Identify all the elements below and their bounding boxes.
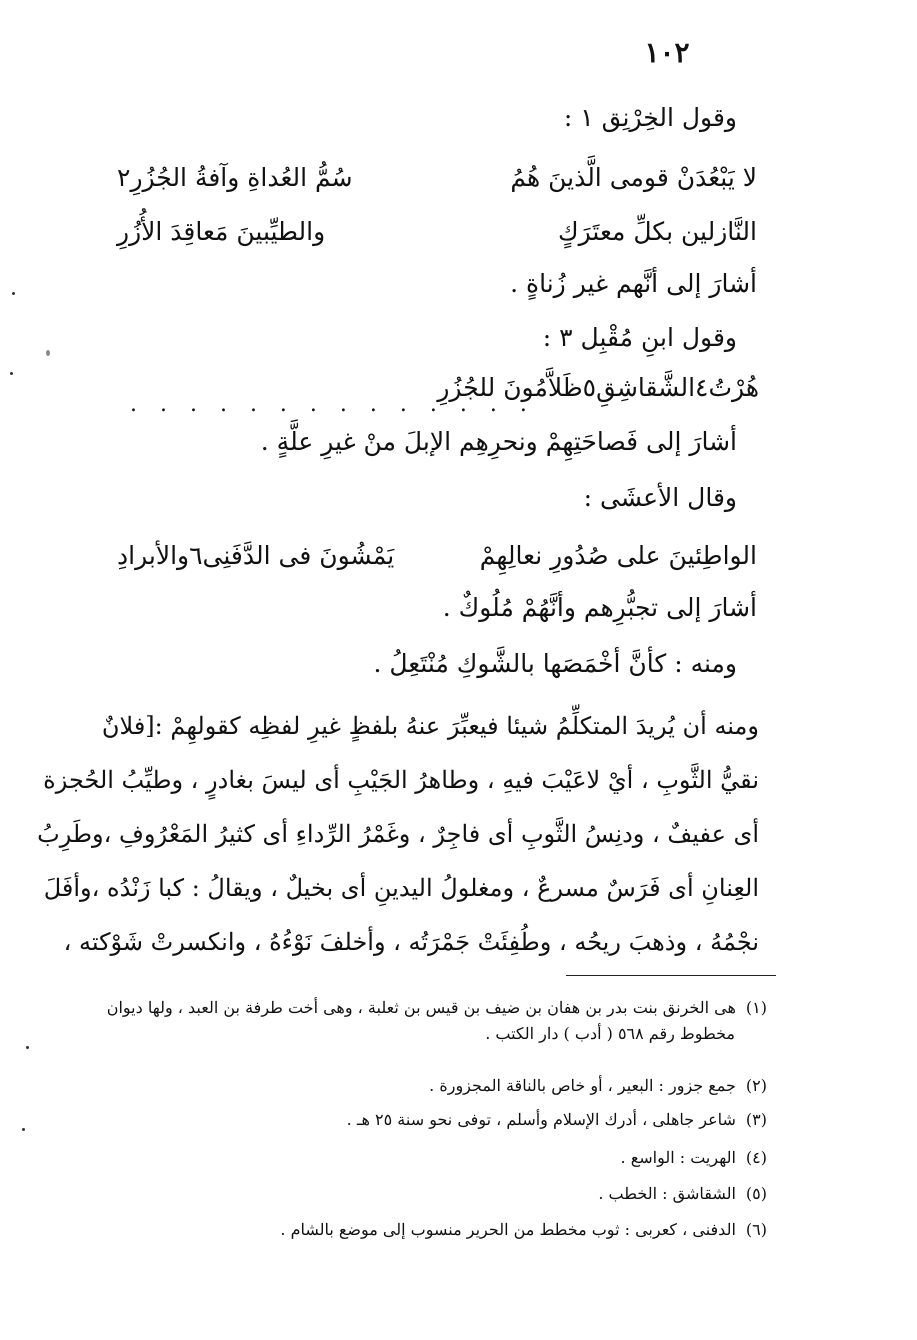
footnote-1-number: (١) — [745, 998, 767, 1017]
poem-intro-ibn-muqbil: وقول ابنِ مُقْبِل ٣ : — [542, 323, 737, 352]
poem-verse-1 — [117, 158, 757, 198]
verse-1-second-hemistich: سُمُّ العُداةِ وآفةُ الجُزُرِ٢ — [117, 163, 353, 192]
footnote-2-text: جمع جزور : البعير ، أو خاص بالناقة المجزورة . — [429, 1076, 736, 1095]
footnote-5-number: (٥) — [745, 1184, 767, 1203]
footnote-2-number: (٢) — [745, 1076, 767, 1095]
verse-2-second-hemistich: والطيِّبينَ مَعاقِدَ الأُزُرِ — [117, 217, 326, 246]
verse-2-first-hemistich: النَّازلين بكلِّ معتَرَكٍ — [558, 217, 757, 246]
footnote-1-text: هى الخرنق بنت بدر بن هفان بن ضيف بن قيس بن ثعلبة ، وهى أخت طرفة بن العبد ، ولها ديوان — [106, 998, 736, 1017]
paragraph-line-3: أى عفيفٌ ، ودنِسُ الثَّوبِ أى فاجِرٌ ، وغَمْرُ الرِّداءِ أى كثيرُ المَعْرُوفِ ،وطَرِبُ — [37, 820, 759, 848]
paragraph-line-5: نجْمُهُ ، وذهبَ ريحُه ، وطُفِئَتْ جَمْرَتُه ، وأخلفَ نَوْءُهُ ، وانكسرتْ شَوْكته ، — [63, 928, 759, 956]
verse-1-first-hemistich: لا يَبْعُدَنْ قومى الَّذينَ هُمُ — [510, 163, 757, 192]
comment-3: أشارَ إلى تجبُّرِهم وأنَّهُمْ مُلُوكٌ . — [442, 593, 757, 622]
scan-speck — [26, 1046, 29, 1049]
footnote-6-number: (٦) — [745, 1220, 767, 1239]
footnote-1 — [107, 996, 767, 1020]
footnote-2 — [429, 1074, 767, 1098]
paragraph-line-4: العِنانِ أى فَرَسٌ مسرعٌ ، ومغلولُ اليدينِ أى بخيلٌ ، ويقالُ : كبا زَنْدُه ،وأفَلَ — [43, 874, 759, 902]
footnote-5-text: الشقاشق : الخطب . — [598, 1184, 736, 1203]
verse-elision-dots: . . . . . . . . . . . . . . — [130, 392, 535, 417]
comment-1: أشارَ إلى أنَّهم غير زُناةٍ . — [510, 269, 757, 298]
footnote-5 — [598, 1182, 767, 1206]
footnote-3-text: شاعر جاهلى ، أدرك الإسلام وأسلم ، توفى نحو سنة ٢٥ هـ . — [346, 1110, 736, 1129]
poem-verse-asha — [117, 536, 757, 576]
footnote-4-text: الهريت : الواسع . — [620, 1148, 736, 1167]
scan-speck — [46, 350, 50, 356]
poem-intro-khirniq: وقول الخِرْنِق ١ : — [563, 103, 737, 132]
scan-speck — [10, 372, 13, 375]
page-number: ١٠٢ — [644, 36, 690, 69]
example-line: ومنه : كأنَّ أخْمَصَها بالشَّوكِ مُنْتَعِلُ . — [373, 649, 737, 678]
footnote-1-continued: مخطوط رقم ٥٦٨ ( أدب ) دار الكتب . — [485, 1024, 735, 1043]
paragraph-line-1: ومنه أن يُريدَ المتكلِّمُ شيئا فيعبِّرَ عنهُ بلفظٍ غيرِ لفظِه كقولهِمْ :[فلانٌ — [101, 712, 759, 740]
footnote-3 — [347, 1108, 767, 1132]
footnote-6 — [280, 1218, 767, 1242]
asha-second-hemistich: يَمْشُونَ فى الدَّفَنِى٦والأبرادِ — [117, 541, 395, 570]
poem-intro-asha: وقال الأعشَى : — [583, 483, 737, 512]
footnote-4 — [621, 1146, 767, 1170]
footnote-6-text: الدفنى ، كعربى : ثوب مخطط من الحرير منسوب إلى موضع بالشام . — [280, 1220, 736, 1239]
poem-verse-2 — [117, 212, 757, 252]
comment-2: أشارَ إلى فَصاحَتِهِمْ ونحرِهِم الإبلَ منْ غيرِ علَّةٍ . — [260, 427, 737, 456]
scan-speck — [12, 292, 15, 295]
footnote-3-number: (٣) — [745, 1110, 767, 1129]
footnote-separator — [566, 975, 776, 976]
scan-speck — [22, 1128, 25, 1131]
poem-verse-ibn-muqbil: هُرْتُ٤الشَّقاشِقِ٥ظَلاَّمُونَ للجُزُرِ — [437, 373, 759, 402]
asha-first-hemistich: الواطِئينَ على صُدُورِ نعالِهِمْ — [479, 541, 757, 570]
paragraph-line-2: نقيُّ الثَّوبِ ، أيْ لاعَيْبَ فيهِ ، وطاهرُ الجَيْبِ أى ليسَ بغادرٍ ، وطيِّبُ الحُجزة — [43, 766, 759, 794]
footnote-4-number: (٤) — [745, 1148, 767, 1167]
